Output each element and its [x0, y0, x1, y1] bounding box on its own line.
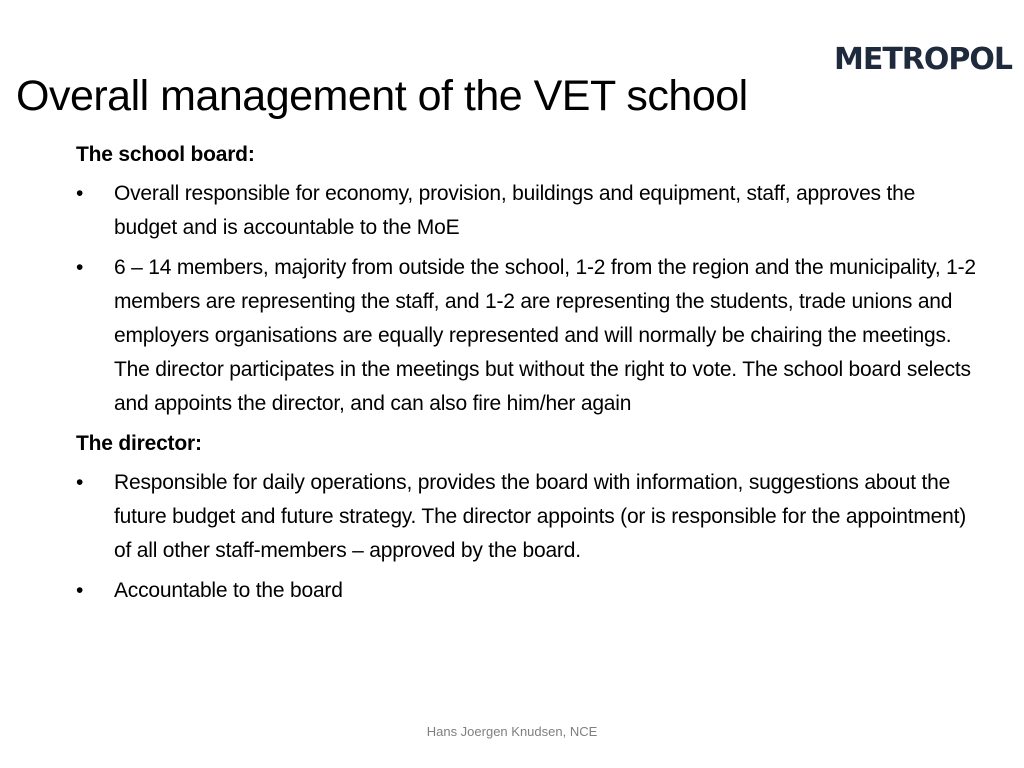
- bullet-icon: •: [76, 471, 84, 494]
- list-item: [76, 574, 976, 608]
- school-board-list: [76, 177, 976, 421]
- bullet-icon: •: [76, 256, 84, 279]
- bullet-icon: •: [76, 182, 84, 205]
- slide-title: Overall management of the VET school: [16, 72, 748, 120]
- slide-footer: Hans Joergen Knudsen, NCE: [426, 724, 598, 739]
- list-item-text: Responsible for daily operations, provides the board with information, suggestions about the future budget and future strategy. The director appoints (or is responsible for the appointment) of all other staff-members – approved by the board.: [114, 471, 967, 562]
- director-list: [76, 466, 976, 608]
- section-heading-director: The director:: [76, 432, 202, 455]
- list-item-text: Accountable to the board: [114, 579, 343, 602]
- section-heading-school-board: The school board:: [76, 143, 255, 166]
- slide-body: [76, 138, 976, 614]
- list-item: [76, 177, 976, 245]
- bullet-icon: •: [76, 579, 84, 602]
- metropol-logo: METROPOL: [834, 42, 1013, 77]
- list-item: [76, 251, 976, 421]
- list-item-text: Overall responsible for economy, provision, buildings and equipment, staff, approves the budget and is accountable to the MoE: [114, 182, 916, 239]
- list-item-text: 6 – 14 members, majority from outside the school, 1-2 from the region and the municipality, 1-2 members are representing the staff, and 1-2 are representing the students, trade unions and employers organisations are equally represented and will normally be chairing the meetings. The director participates in the meetings but without the right to vote. The school board selects and appoints the director, and can also fire him/her again: [114, 256, 976, 415]
- list-item: [76, 466, 976, 568]
